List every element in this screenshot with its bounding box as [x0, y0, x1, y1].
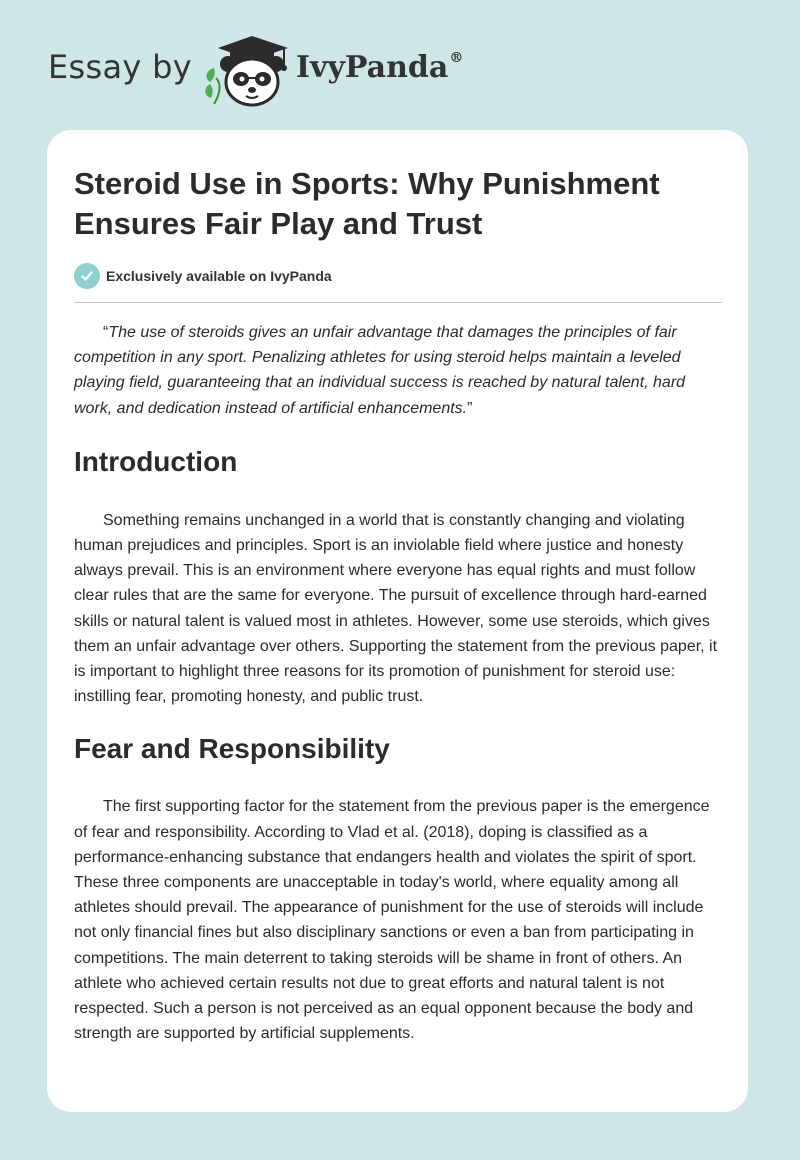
title-divider	[74, 302, 722, 303]
essay-title: Steroid Use in Sports: Why Punishment Ensures Fair Play and Trust	[74, 166, 660, 241]
quote-close-mark: ”	[467, 399, 473, 417]
thesis-quote	[74, 320, 724, 421]
section-paragraph-introduction: Something remains unchanged in a world that is constantly changing and violating human prejudices and principles. Sport is an inviolable field where justice and honesty always prevail. This is an environment where everyone has equal rights and must follow clear rules that are the same for everyone. The pursuit of excellence through hard-earned skills or natural talent is valued most in athletes. However, some use steroids, which gives them an unfair advantage over others. Supporting the statement from the previous paper, it is important to highlight three reasons for its promotion of punishment for steroid use: instilling fear, promoting honesty, and public trust.	[74, 511, 718, 706]
section-heading-introduction: Introduction	[74, 445, 238, 477]
site-header-logo[interactable]	[48, 34, 488, 110]
checkmark-icon	[74, 263, 100, 289]
essay-card	[47, 130, 748, 1112]
quote-text: The use of steroids gives an unfair advantage that damages the principles of fair competition in any sport. Penalizing athletes for using steroid helps maintain a leveled playing field, guaranteeing that an individual success is reached by natural talent, hard work, and dedication instead of artificial enhancements.	[74, 324, 686, 417]
essay-by-label: Essay by	[48, 48, 192, 86]
section-paragraph-fear-and-responsibility: The first supporting factor for the statement from the previous paper is the emergence of fear and responsibility. According to Vlad et al. (2018), doping is classified as a performance-enhancing substance that endangers health and violates the spirit of sport. These three components are unacceptable in today's world, where equality among all athletes should prevail. The appearance of punishment for the use of steroids will include not only financial fines but also disciplinary sanctions or even a ban from participating in competitions. The main deterrent to taking steroids will be shame in front of others. An athlete who achieved certain results not due to great efforts and natural talent is not respected. Such a person is not perceived as an equal opponent because the body and strength are supported by artificial supplements.	[74, 798, 710, 1043]
exclusive-badge	[74, 262, 332, 290]
panda-mascot-icon	[200, 34, 292, 108]
essay-body	[74, 320, 724, 1046]
section-heading-fear-and-responsibility: Fear and Responsibility	[74, 733, 390, 765]
trademark-symbol: ®	[449, 50, 464, 66]
ivypanda-wordmark	[296, 50, 463, 85]
exclusive-label: Exclusively available on IvyPanda	[106, 268, 332, 284]
brand-name-text: IvyPanda	[296, 50, 449, 85]
quote-open-mark: “	[103, 324, 109, 341]
